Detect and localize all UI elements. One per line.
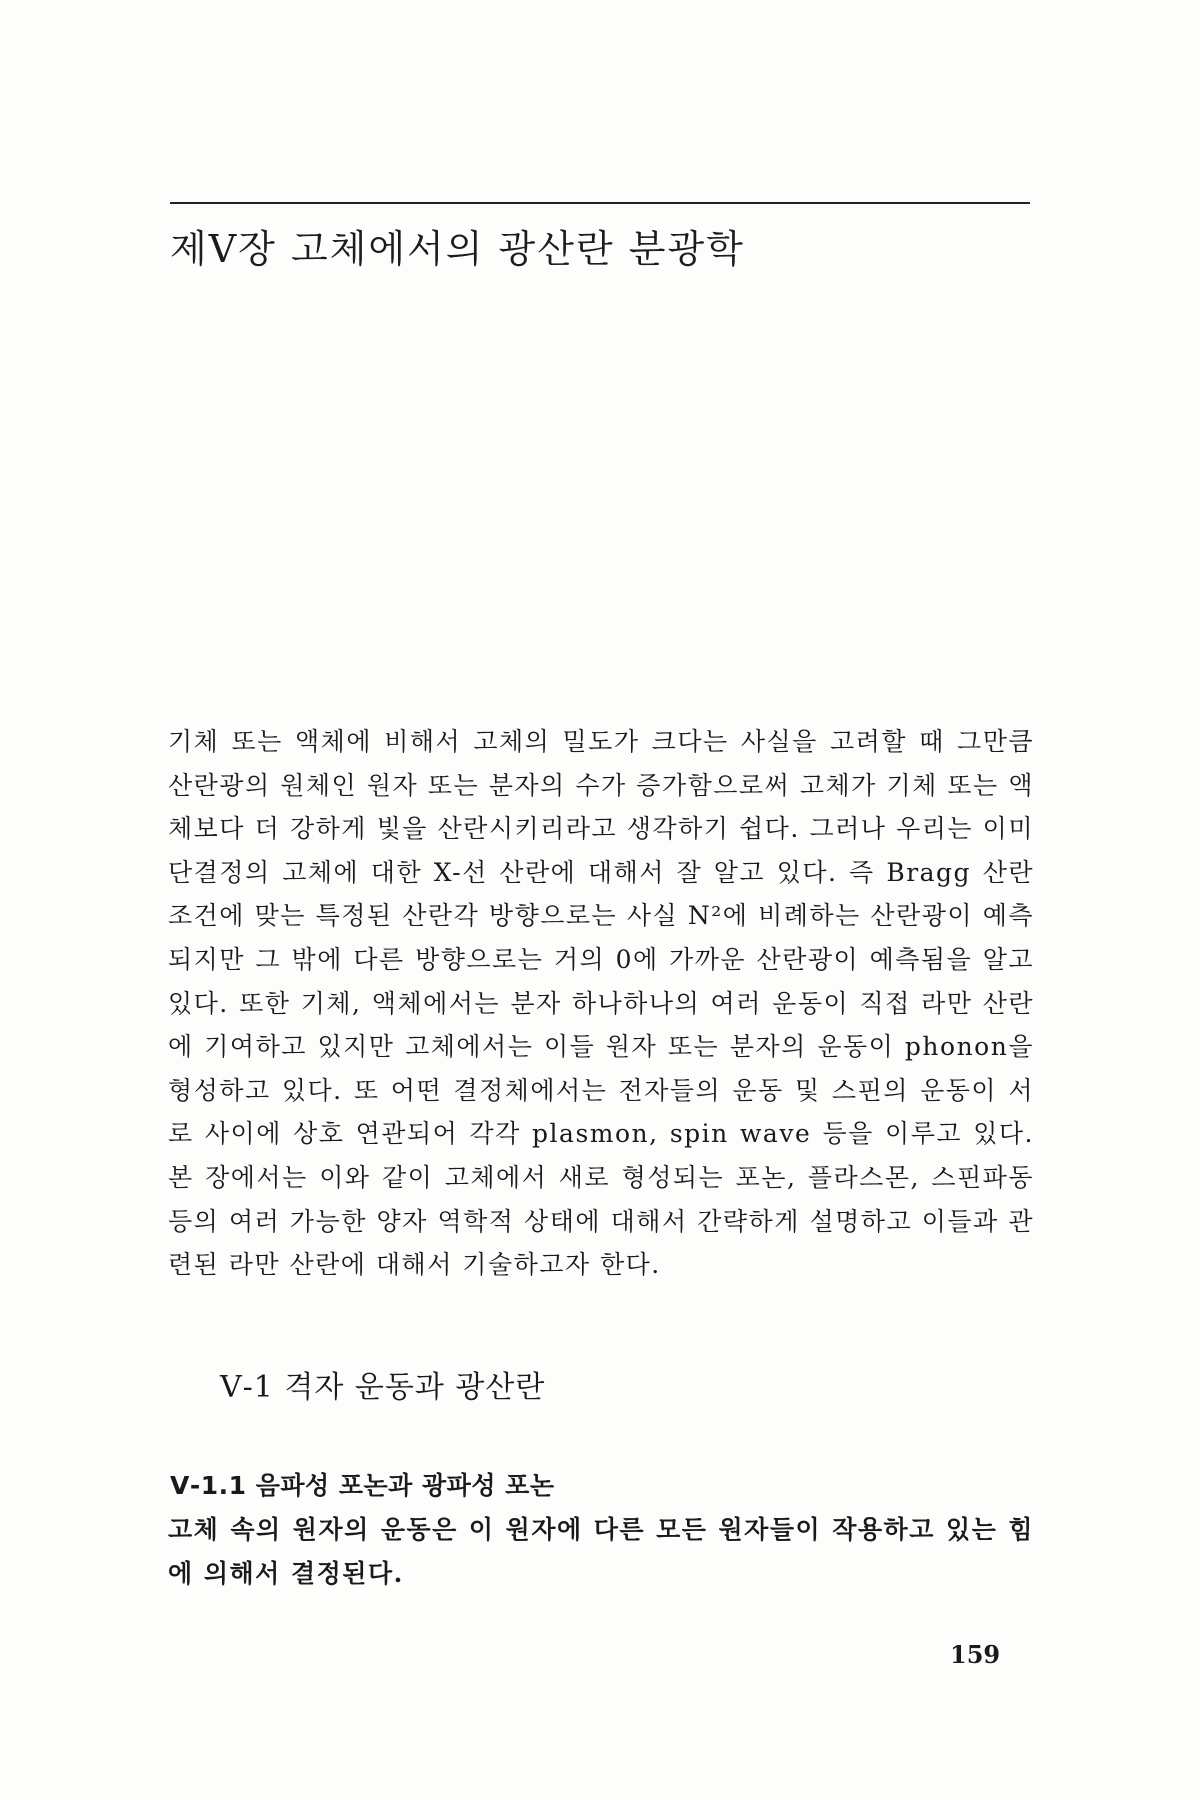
header-rule: [170, 202, 1030, 204]
section-heading: Ⅴ-1 격자 운동과 광산란: [220, 1370, 546, 1405]
subsection-paragraph: 고체 속의 원자의 운동은 이 원자에 다른 모든 원자들이 작용하고 있는 힘에 의해서 결정된다.: [168, 1515, 1034, 1588]
intro-paragraph: 기체 또는 액체에 비해서 고체의 밀도가 크다는 사실을 고려할 때 그만큼 산란광의 원체인 원자 또는 분자의 수가 증가함으로써 고체가 기체 또는 액체보다 더 강하게 빛을 산란시키리라고 생각하기 쉽다. 그러나 우리는 이미 단결정의 고체에 대한 X-선 산란에 대해서 잘 알고 있다. 즉 Bragg 산란조건에 맞는 특정된 산란각 방향으로는 사실 N²에 비례하는 산란광이 예측되지만 그 밖에 다른 방향으로는 거의 0에 가까운 산란광이 예측됨을 알고 있다. 또한 기체, 액체에서는 분자 하나하나의 여러 운동이 직접 라만 산란에 기여하고 있지만 고체에서는 이들 원자 또는 분자의 운동이 phonon을 형성하고 있다. 또 어떤 결정체에서는 전자들의 운동 및 스핀의 운동이 서로 사이에 상호 연관되어 각각 plasmon, spin wave 등을 이루고 있다. 본 장에서는 이와 같이 고체에서 새로 형성되는 포논, 플라스몬, 스핀파동 등의 여러 가능한 양자 역학적 상태에 대해서 간략하게 설명하고 이들과 관련된 라만 산란에 대해서 기술하고자 한다.: [168, 727, 1034, 1280]
page-number: 159: [950, 1640, 1001, 1669]
chapter-title: 제Ⅴ장 고체에서의 광산란 분광학: [170, 227, 745, 271]
subsection-heading: Ⅴ-1.1 음파성 포논과 광파성 포논: [170, 1471, 555, 1500]
